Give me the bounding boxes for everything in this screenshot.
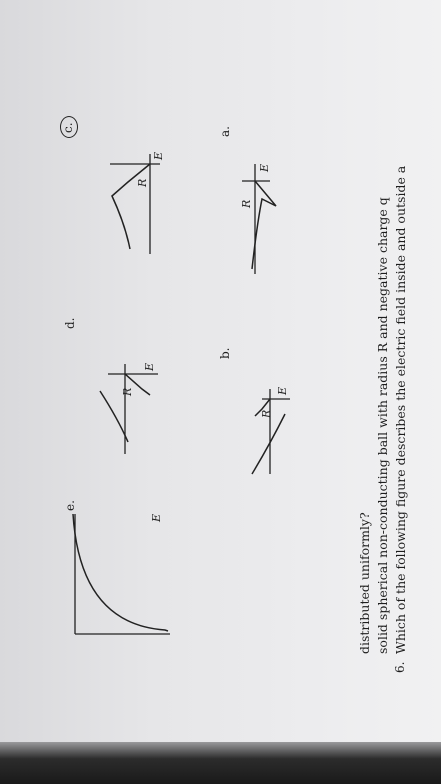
graph-d: [100, 349, 160, 469]
graph-b-outer-curve: [252, 414, 285, 474]
option-d-label[interactable]: d.: [63, 317, 77, 329]
graph-a-e-label: E: [258, 163, 271, 172]
graph-b: [240, 354, 290, 484]
graph-c: [100, 149, 165, 259]
graph-d-r-label: R: [121, 387, 134, 396]
option-b-label[interactable]: b.: [218, 347, 232, 359]
graph-c-r-label: R: [136, 178, 149, 187]
graph-b-r-label: R: [260, 409, 273, 418]
graph-e: [60, 509, 175, 639]
graph-e-e-label: E: [150, 513, 163, 522]
graph-d-outer-curve: [100, 391, 128, 442]
graph-a: [240, 154, 280, 284]
graph-d-e-label: E: [143, 362, 156, 371]
option-c-label[interactable]: c.: [61, 122, 75, 133]
graph-b-e-label: E: [276, 386, 289, 395]
question-number: 6.: [393, 661, 407, 673]
graph-c-curve: [112, 164, 150, 249]
graph-c-e-label: E: [152, 151, 165, 160]
graph-e-curve: [73, 514, 168, 631]
question-line-3: distributed uniformly?: [357, 512, 372, 654]
option-a-label[interactable]: a.: [218, 126, 232, 137]
graph-a-r-label: R: [240, 199, 253, 208]
question-line-2: solid spherical non-conducting ball with radius R and negative charge q: [375, 197, 390, 654]
option-e-label[interactable]: e.: [63, 500, 77, 511]
question-line-1: Which of the following figure describes the electric field inside and outside a: [393, 165, 408, 654]
